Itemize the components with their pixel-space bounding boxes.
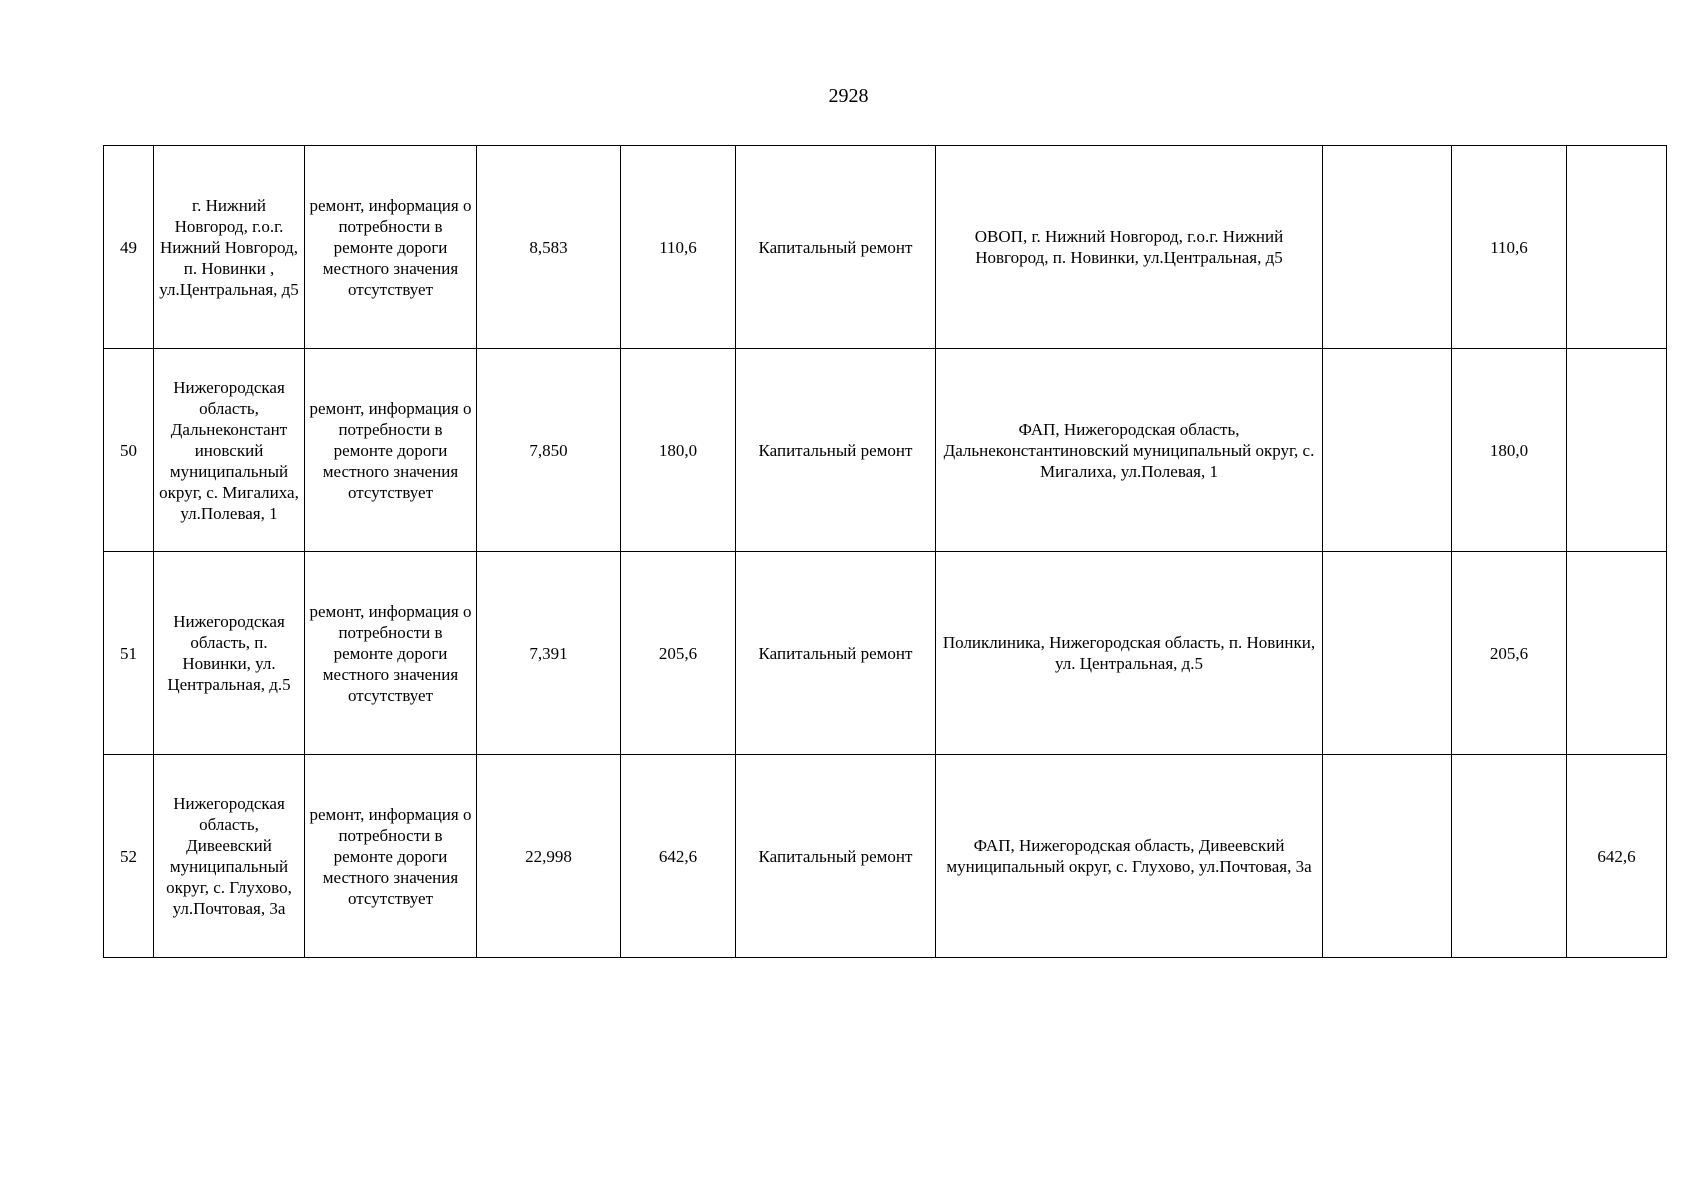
road-info-cell: ремонт, информация о потребности в ремонте дороги местного значения отсутствует [305,349,477,552]
col9-cell [1323,146,1452,349]
row-number-cell: 51 [104,552,154,755]
value1-cell: 7,391 [477,552,621,755]
col11-cell [1567,349,1667,552]
col11-cell: 642,6 [1567,755,1667,958]
work-type-cell: Капитальный ремонт [736,146,936,349]
col10-cell: 205,6 [1452,552,1567,755]
object-cell: ФАП, Нижегородская область, Дивеевский муниципальный округ, с. Глухово, ул.Почтовая, 3а [936,755,1323,958]
road-info-cell: ремонт, информация о потребности в ремонте дороги местного значения отсутствует [305,755,477,958]
value1-cell: 7,850 [477,349,621,552]
col9-cell [1323,755,1452,958]
page-number: 2928 [828,85,869,107]
table-row [104,552,1667,755]
address-cell: Нижегородская область, п. Новинки, ул. Центральная, д.5 [154,552,305,755]
object-cell: ФАП, Нижегородская область, Дальнеконстантиновский муниципальный округ, с. Мигалиха, ул.Полевая, 1 [936,349,1323,552]
col10-cell [1452,755,1567,958]
address-cell: г. Нижний Новгород, г.о.г. Нижний Новгород, п. Новинки , ул.Центральная, д5 [154,146,305,349]
row-number-cell: 52 [104,755,154,958]
work-type-cell: Капитальный ремонт [736,552,936,755]
col11-cell [1567,146,1667,349]
object-cell: ОВОП, г. Нижний Новгород, г.о.г. Нижний Новгород, п. Новинки, ул.Центральная, д5 [936,146,1323,349]
col11-cell [1567,552,1667,755]
value2-cell: 180,0 [621,349,736,552]
value2-cell: 642,6 [621,755,736,958]
table-row [104,349,1667,552]
row-number-cell: 50 [104,349,154,552]
value2-cell: 205,6 [621,552,736,755]
row-number-cell: 49 [104,146,154,349]
col10-cell: 110,6 [1452,146,1567,349]
col10-cell: 180,0 [1452,349,1567,552]
work-type-cell: Капитальный ремонт [736,349,936,552]
col9-cell [1323,349,1452,552]
address-cell: Нижегородская область, Дивеевский муниципальный округ, с. Глухово, ул.Почтовая, 3а [154,755,305,958]
table-row [104,755,1667,958]
data-table [103,145,1667,958]
value1-cell: 22,998 [477,755,621,958]
road-info-cell: ремонт, информация о потребности в ремонте дороги местного значения отсутствует [305,146,477,349]
table-row [104,146,1667,349]
value1-cell: 8,583 [477,146,621,349]
object-cell: Поликлиника, Нижегородская область, п. Новинки, ул. Центральная, д.5 [936,552,1323,755]
col9-cell [1323,552,1452,755]
address-cell: Нижегородская область, Дальнеконстант иновский муниципальный округ, с. Мигалиха, ул.Полевая, 1 [154,349,305,552]
road-info-cell: ремонт, информация о потребности в ремонте дороги местного значения отсутствует [305,552,477,755]
work-type-cell: Капитальный ремонт [736,755,936,958]
value2-cell: 110,6 [621,146,736,349]
